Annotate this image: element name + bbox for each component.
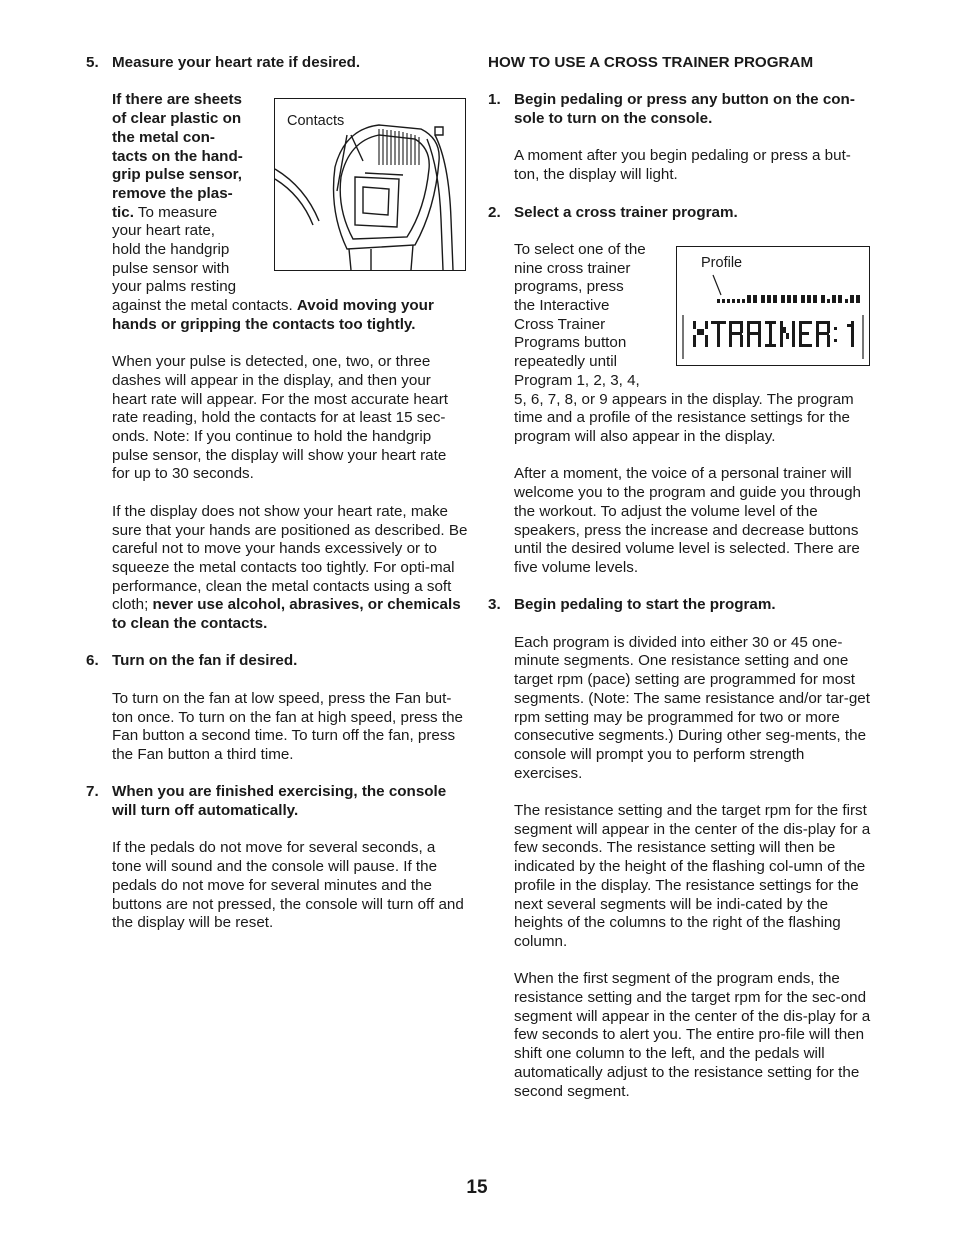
step-2-display-paragraph: 5, 6, 7, 8, or 9 appears in the display. The program time and a profile of the resistance settings for the program will also appear in the display. [514, 390, 854, 445]
step-3-body [514, 634, 872, 1102]
contacts-label: Contacts [287, 113, 345, 129]
segmented-display-text [693, 321, 854, 347]
step-6-paragraph: To turn on the fan at low speed, press the Fan but-ton once. To turn on the fan at high speed, press the Fan button a second time. To turn off the fan, press the Fan button a third time. [112, 689, 463, 763]
page-number: 15 [466, 1177, 488, 1198]
step-5-heading: 5. Measure your heart rate if desired. [86, 54, 361, 71]
step-2-wrap-text: To select one of the nine cross trainer programs, press the Interactive Cross Trainer Programs button repeatedly until Program 1, 2, 3, 4, [514, 240, 646, 389]
step-3-heading: 3. Begin pedaling to start the program. [488, 596, 776, 614]
step-5-wrap-text: If there are sheets of clear plastic on the metal con- tacts on the hand- grip pulse sensor, remove the plas- tic. To measure your heart rate, hold the handgrip pulse sensor with your palms resting [112, 91, 243, 296]
step-1-paragraph: A moment after you begin pedaling or press a but-ton, the display will light. [514, 147, 851, 184]
step-3-segments-paragraph: Each program is divided into either 30 or 45 one-minute segments. One resistance setting and one target rpm (pace) setting are programmed for most segments. (Note: The same resistance and/or tar-get rpm setting may be programmed for two or more consecutive segments.) During other seg-ments, the console will prompt you to perform strength exercises. [514, 633, 870, 782]
step-3-resistance-paragraph: The resistance setting and the target rpm for the first segment will appear in the center of the dis-play for a few seconds. The resistance setting will then be indicated by the height of the flashing col-umn of the profile in the display. The resistance settings for the next several segments will be indi-cated by the heights of the columns to the right of the flashing column. [514, 802, 871, 950]
step-2-heading: 2. Select a cross trainer program. [488, 203, 738, 221]
step-1-heading: 1. Begin pedaling or press any button on the con-sole to turn on the console. [488, 91, 855, 128]
profile-label: Profile [701, 255, 743, 271]
console-display-illustration [676, 246, 870, 366]
step-7-paragraph: If the pedals do not move for several seconds, a tone will sound and the console will pause. If the pedals do not move for several minutes and the buttons are not pressed, the console will turn off and the display will be reset. [112, 839, 464, 932]
profile-bars [717, 295, 860, 303]
handgrip-sensor-illustration [274, 98, 466, 271]
step-5-cleaning-paragraph: If the display does not show your heart rate, make sure that your hands are positioned as described. Be careful not to move your hands excessively or to squeeze the metal contacts too tightly. For opti-mal performance, clean the metal contacts using a soft cloth; never use alcohol, abrasives, or chemicals to clean the contacts. [112, 502, 468, 633]
step-3-shift-paragraph: When the first segment of the program ends, the resistance setting and the target rpm for the sec-ond segment will appear in the center of the dis-play for a few seconds to alert you. The entire pro-file will then shift one column to the left, and the pedals will automatically adjust to the resistance setting for the second segment. [514, 970, 871, 1100]
step-6-heading: 6. Turn on the fan if desired. [86, 652, 298, 670]
step-5-warning: against the metal contacts. Avoid moving your hands or gripping the contacts too tightly. [112, 297, 434, 333]
section-title: HOW TO USE A CROSS TRAINER PROGRAM [488, 54, 814, 71]
right-column [488, 54, 872, 1101]
step-7-heading: 7. When you are finished exercising, the console will turn off automatically. [86, 783, 447, 820]
step-5-pulse-paragraph: When your pulse is detected, one, two, or three dashes will appear in the display, and then your heart rate will appear. For the most accurate heart rate reading, hold the contacts for at least 15 sec-onds. Note: If you continue to hold the handgrip pulse sensor, the display will show your heart rate for up to 30 seconds. [112, 353, 448, 483]
step-2-volume-paragraph: After a moment, the voice of a personal trainer will welcome you to the program and guide you through the workout. To adjust the volume level of the speakers, press the increase and decrease buttons until the desired volume level is selected. There are five volume levels. [514, 465, 861, 576]
